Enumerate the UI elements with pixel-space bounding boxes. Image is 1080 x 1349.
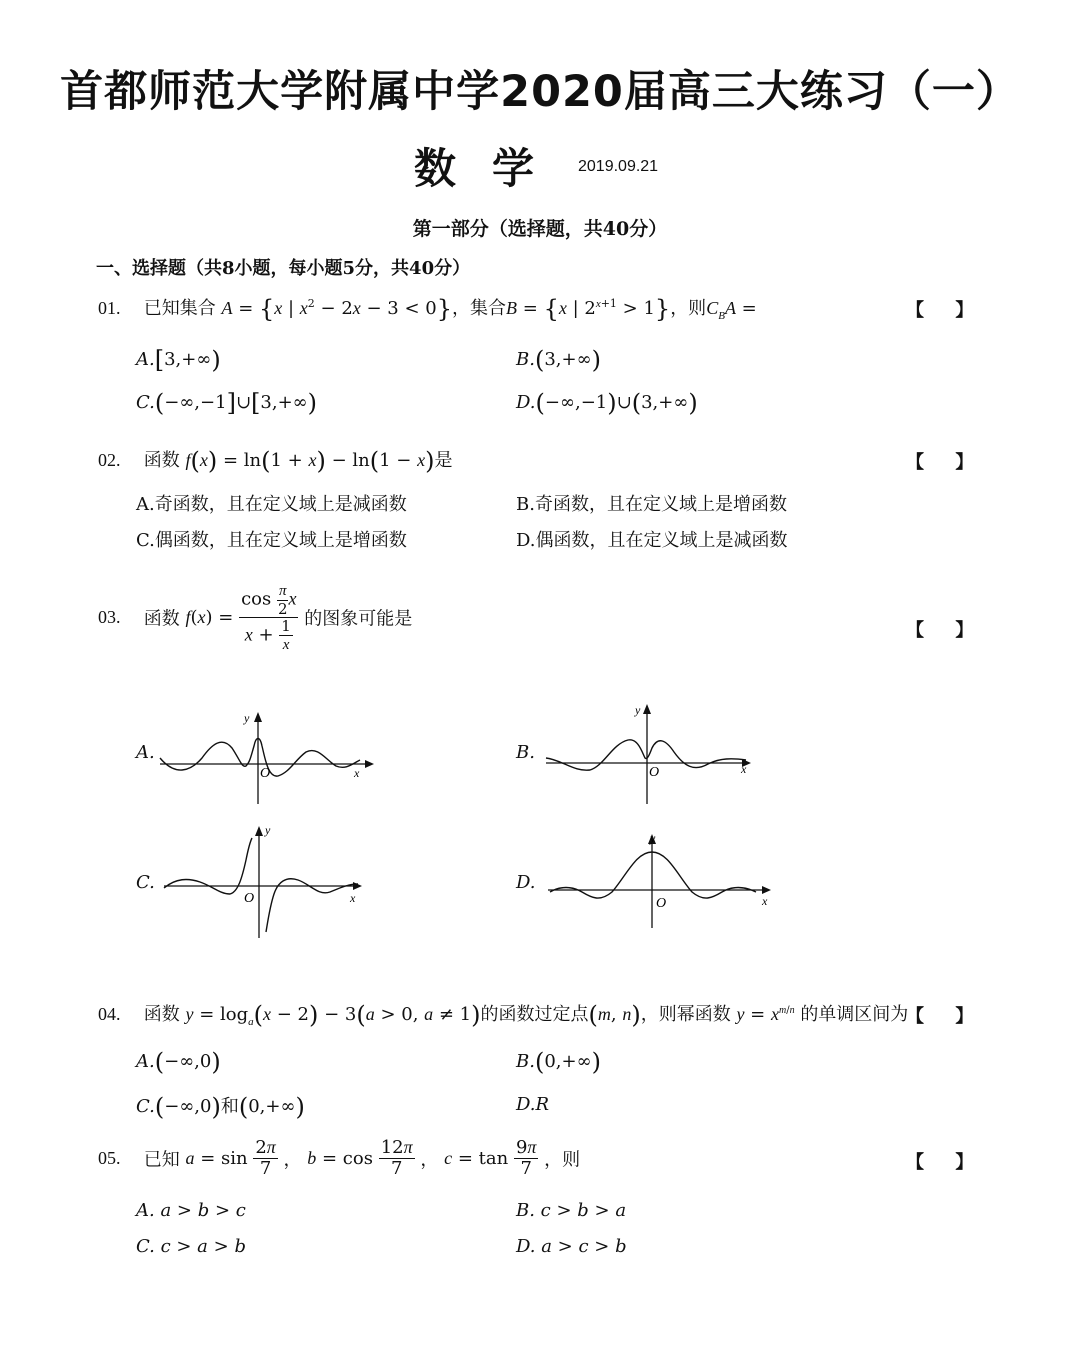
answer-bracket: 【 】 [906,1152,974,1173]
exam-title: 首都师范大学附属中学2020届高三大练习（一） [60,67,1020,117]
q2-option-d: D.偶函数，且在定义域上是减函数 [516,530,788,551]
q5-option-d: D. a > c > b [516,1236,627,1257]
graph-b [540,700,770,806]
x-axis-label: x [350,891,356,905]
exam-date: 2019.09.21 [578,158,659,175]
graph-a [150,706,380,806]
q1-option-a: A.[3,+∞) [136,346,221,374]
x-axis-label: x [762,894,768,908]
y-axis-label: y [265,823,271,837]
q1-option-d: D.(−∞,−1)∪(3,+∞) [516,389,698,417]
fraction: cos $\frac{\pi}{2}$ x x + $\frac{1}{x}$ [241,583,297,653]
y-axis-label: y [650,831,656,845]
x-axis-label: x [741,762,747,776]
q2-option-a: A.奇函数，且在定义域上是减函数 [136,494,407,515]
question-3-stem: 03. 函数 f(x) = cos $\frac{\pi}{2}$ x x + $\frac{1}{x}$ 的图象可能是 [98,583,413,653]
question-number: 02. [98,450,121,470]
q4-option-c: C.(−∞,0)和(0,+∞) [136,1093,305,1121]
question-number: 03. [98,607,121,627]
x-axis-label: x [354,766,360,780]
q3-option-c: C. [136,872,155,893]
answer-bracket: 【 】 [906,300,974,321]
question-4-stem: 04. 函数 $y = \log_a(x - 2) - 3(a > 0$, a ≠ 1)的函数过定点(m, n)，则幂函数 $y = x^{m/n}$ 的单调区间为 [98,1001,909,1029]
y-axis-label: y [244,711,250,725]
q4-option-a: A.(−∞,0) [136,1048,221,1076]
answer-bracket: 【 】 [906,1006,974,1027]
q5-option-b: B. c > b > a [516,1200,627,1221]
q5-option-c: C. c > a > b [136,1236,246,1257]
section-heading: 一、选择题（共8小题，每小题5分，共40分） [96,258,471,279]
graph-d [540,830,780,930]
q4-option-b: B.(0,+∞) [516,1048,601,1076]
question-5-stem: 05. 已知 a = sin $\frac{2\pi}{7}$ ， b = cos $\frac{12\pi}{7}$ ， c = tan $\frac{9\pi}{7}$ ，则 [98,1137,581,1179]
question-1-stem: 01. 已知集合 A = {x | $x^2 - 2x - 3 < 0$}，集合B = {x | $2^{x+1} > 1$}，则$C_BA$ = [98,295,757,323]
part-heading: 第一部分（选择题，共40分） [412,218,668,240]
graph-c [160,820,380,942]
q1-option-b: B.(3,+∞) [516,346,601,374]
question-2-stem: 02. 函数 f(x) = ln(1 + x) − ln(1 − x)是 [98,447,453,475]
answer-bracket: 【 】 [906,452,974,473]
origin-label: O [649,765,660,780]
y-axis-label: y [635,703,641,717]
origin-label: O [244,891,255,906]
q2-option-c: C.偶函数，且在定义域上是增函数 [136,530,407,551]
q5-option-a: A. a > b > c [136,1200,246,1221]
q3-option-b: B. [516,742,535,763]
origin-label: O [260,766,271,781]
subject-heading: 数学 [414,144,571,193]
answer-bracket: 【 】 [906,620,974,641]
origin-label: O [656,896,667,911]
q3-option-a: A. [136,742,155,763]
q3-option-d: D. [516,872,536,893]
question-number: 04. [98,1004,121,1024]
question-number: 05. [98,1147,121,1168]
q1-option-c: C.(−∞,−1]∪[3,+∞) [136,389,318,417]
question-number: 01. [98,298,121,318]
q4-option-d: D.R [516,1094,550,1115]
q2-option-b: B.奇函数，且在定义域上是增函数 [516,494,787,515]
